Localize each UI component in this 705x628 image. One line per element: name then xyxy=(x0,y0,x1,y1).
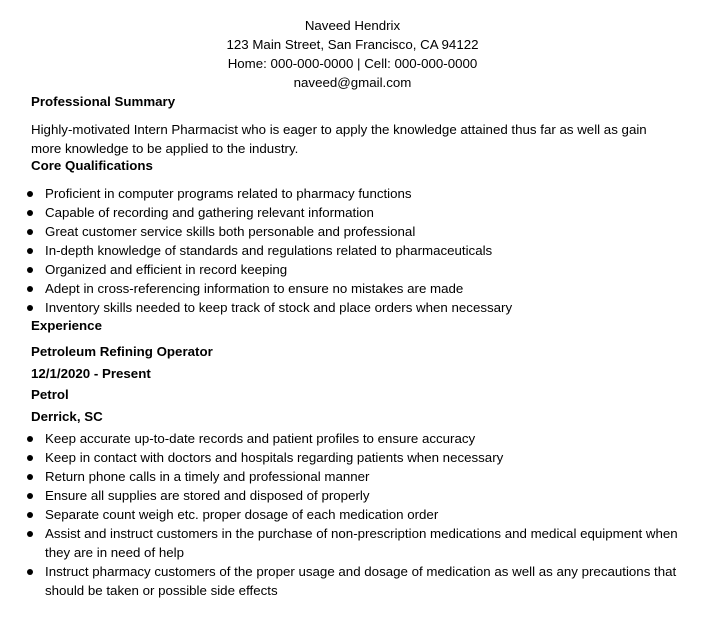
list-item: Great customer service skills both personable and professional xyxy=(0,222,680,241)
experience-heading: Experience xyxy=(31,318,102,333)
candidate-email: naveed@gmail.com xyxy=(293,75,412,90)
bullet-icon xyxy=(27,474,33,480)
job-company: Petrol xyxy=(31,387,69,402)
bullet-icon xyxy=(27,455,33,461)
bullet-icon xyxy=(27,436,33,442)
qualifications-list xyxy=(0,184,680,317)
bullet-icon xyxy=(27,493,33,499)
bullet-icon xyxy=(27,248,33,254)
summary-text: Highly-motivated Intern Pharmacist who is eager to apply the knowledge attained thus far as well as gain more knowledge to be applied to the industry. xyxy=(31,122,647,156)
bullet-icon xyxy=(27,210,33,216)
list-item: Ensure all supplies are stored and disposed of properly xyxy=(0,486,680,505)
duties-list xyxy=(0,429,680,600)
list-item: In-depth knowledge of standards and regulations related to pharmaceuticals xyxy=(0,241,680,260)
list-item: Instruct pharmacy customers of the proper usage and dosage of medication as well as any precautions that should be taken or possible side effects xyxy=(0,562,680,600)
job-location: Derrick, SC xyxy=(31,409,103,424)
list-item: Separate count weigh etc. proper dosage of each medication order xyxy=(0,505,680,524)
job-title: Petroleum Refining Operator xyxy=(31,344,213,359)
candidate-name: Naveed Hendrix xyxy=(304,18,401,33)
candidate-phones: Home: 000-000-0000 | Cell: 000-000-0000 xyxy=(227,56,478,71)
job-dates: 12/1/2020 - Present xyxy=(31,366,151,381)
list-item: Organized and efficient in record keeping xyxy=(0,260,680,279)
list-item: Capable of recording and gathering relevant information xyxy=(0,203,680,222)
list-item: Inventory skills needed to keep track of stock and place orders when necessary xyxy=(0,298,680,317)
bullet-icon xyxy=(27,305,33,311)
list-item: Keep in contact with doctors and hospitals regarding patients when necessary xyxy=(0,448,680,467)
list-item: Assist and instruct customers in the purchase of non-prescription medications and medical equipment when they are in need of help xyxy=(0,524,680,562)
bullet-icon xyxy=(27,569,33,575)
bullet-icon xyxy=(27,229,33,235)
bullet-icon xyxy=(27,512,33,518)
list-item: Return phone calls in a timely and professional manner xyxy=(0,467,680,486)
bullet-icon xyxy=(27,286,33,292)
contact-header xyxy=(0,16,705,92)
summary-heading: Professional Summary xyxy=(31,94,176,109)
bullet-icon xyxy=(27,191,33,197)
list-item: Adept in cross-referencing information to ensure no mistakes are made xyxy=(0,279,680,298)
bullet-icon xyxy=(27,267,33,273)
qualifications-heading: Core Qualifications xyxy=(31,158,153,173)
list-item: Keep accurate up-to-date records and patient profiles to ensure accuracy xyxy=(0,429,680,448)
list-item: Proficient in computer programs related to pharmacy functions xyxy=(0,184,680,203)
candidate-address: 123 Main Street, San Francisco, CA 94122 xyxy=(226,37,479,52)
bullet-icon xyxy=(27,531,33,537)
